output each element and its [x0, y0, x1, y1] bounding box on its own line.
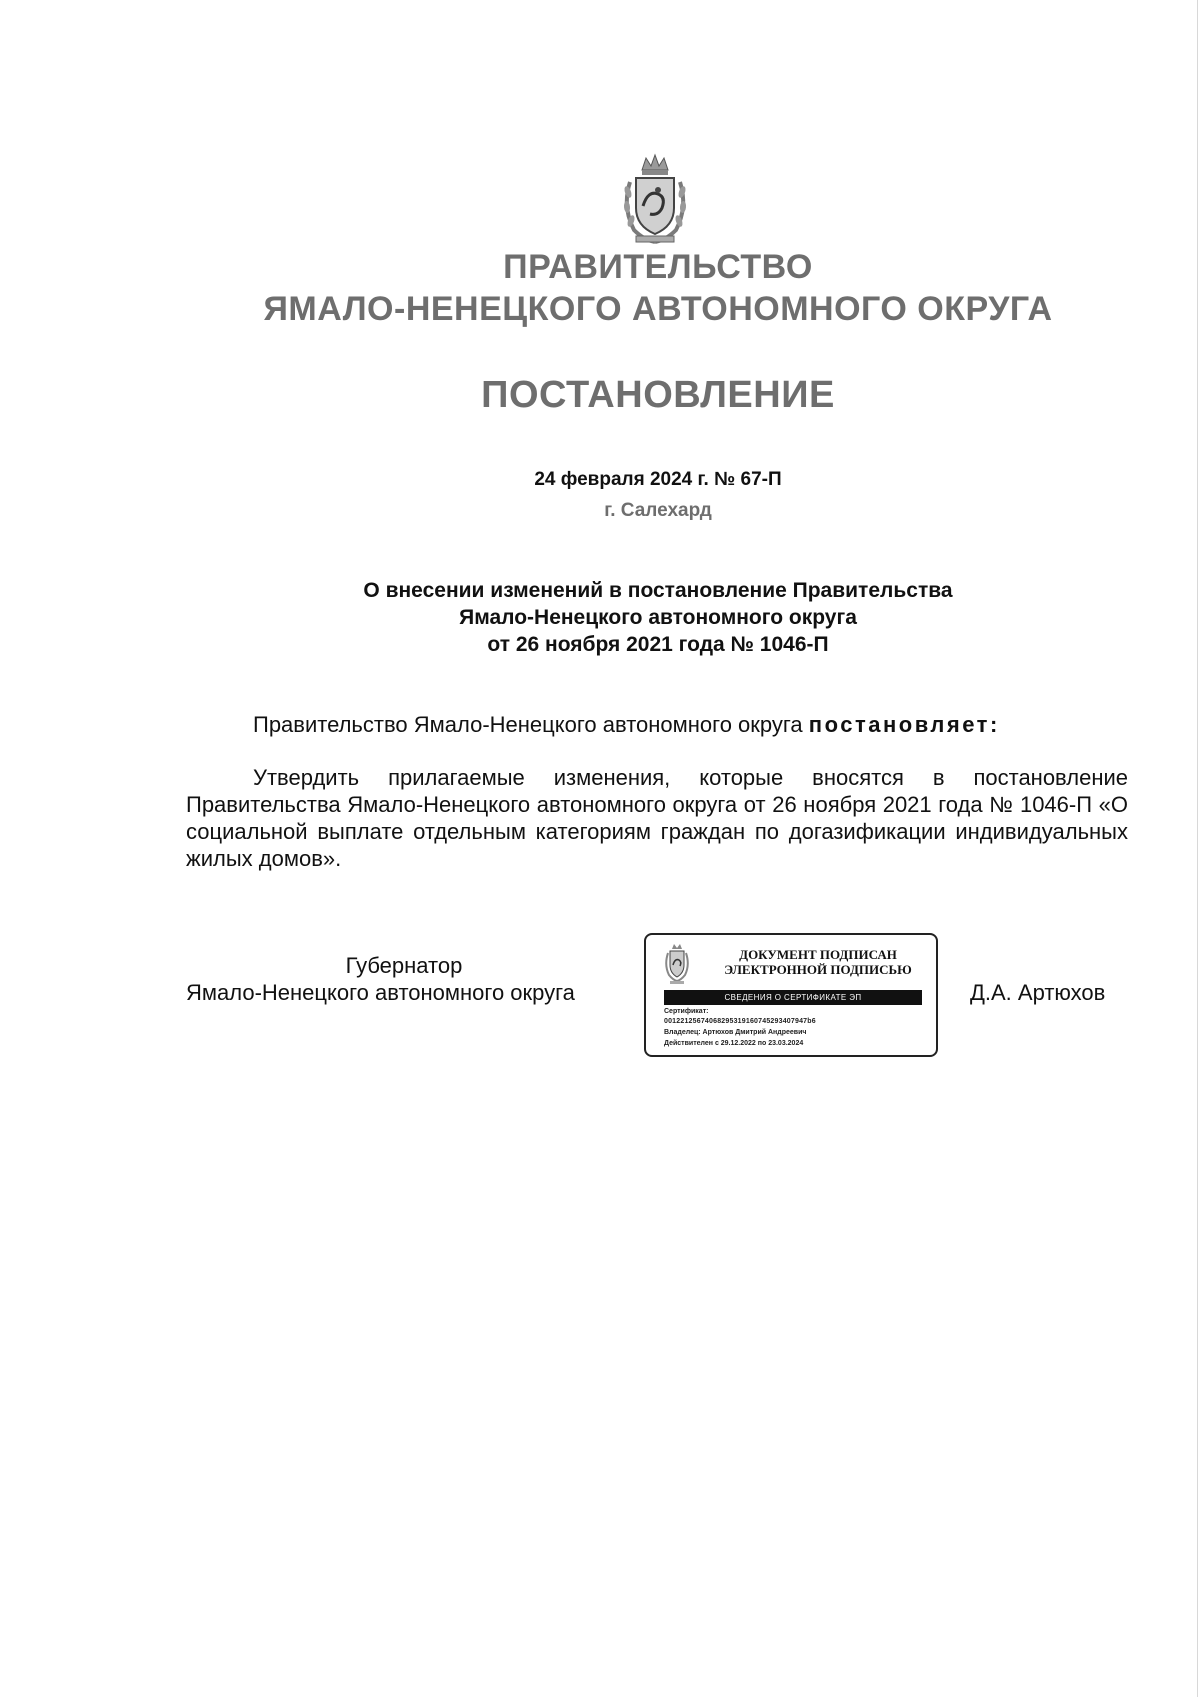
coat-of-arms-small-icon [664, 943, 690, 985]
page-edge-divider [1197, 0, 1198, 1697]
preamble [253, 712, 997, 738]
stamp-certificate-bar: СВЕДЕНИЯ О СЕРТИФИКАТЕ ЭП [664, 990, 922, 1005]
stamp-cert-value: 00122125674068295319160745293407947b6 [664, 1018, 816, 1025]
document-title-line2: Ямало-Ненецкого автономного округа [459, 606, 857, 629]
preamble-text: Правительство Ямало-Ненецкого автономного округа [253, 712, 809, 737]
stamp-validity: Действителен с 29.12.2022 по 23.03.2024 [664, 1040, 804, 1047]
document-type: ПОСТАНОВЛЕНИЕ [481, 374, 835, 416]
coat-of-arms-icon [618, 152, 692, 246]
stamp-cert-label: Сертификат: [664, 1008, 709, 1015]
body-paragraph: Утвердить прилагаемые изменения, которые вносятся в постановление Правительства Ямало-Ненецкого автономного округа от 26 ноября 2021 года № 1046-П «О социальной выплате отдельным категориям граждан по догазификации индивидуальных жилых домов». [186, 765, 1128, 871]
stamp-owner: Владелец: Артюхов Дмитрий Андреевич [664, 1029, 807, 1036]
city: г. Салехард [604, 500, 712, 521]
document-title-line1: О внесении изменений в постановление Правительства [363, 579, 953, 602]
signatory-position-line1: Губернатор [345, 953, 463, 978]
signatory-position-line2: Ямало-Ненецкого автономного округа [186, 980, 575, 1005]
stamp-heading [702, 947, 934, 977]
preamble-colon: : [989, 712, 998, 737]
org-name-line1: ПРАВИТЕЛЬСТВО [503, 248, 813, 286]
stamp-heading-line1: ДОКУМЕНТ ПОДПИСАН [739, 947, 897, 962]
document-title-line3: от 26 ноября 2021 года № 1046-П [487, 633, 829, 656]
stamp-heading-line2: ЭЛЕКТРОННОЙ ПОДПИСЬЮ [724, 962, 912, 977]
preamble-keyword: постановляет [808, 712, 990, 737]
signatory-name: Д.А. Артюхов [970, 980, 1106, 1005]
org-name-line2: ЯМАЛО-НЕНЕЦКОГО АВТОНОМНОГО ОКРУГА [263, 290, 1053, 328]
date-and-number: 24 февраля 2024 г. № 67-П [534, 469, 782, 490]
electronic-signature-stamp [644, 933, 938, 1057]
